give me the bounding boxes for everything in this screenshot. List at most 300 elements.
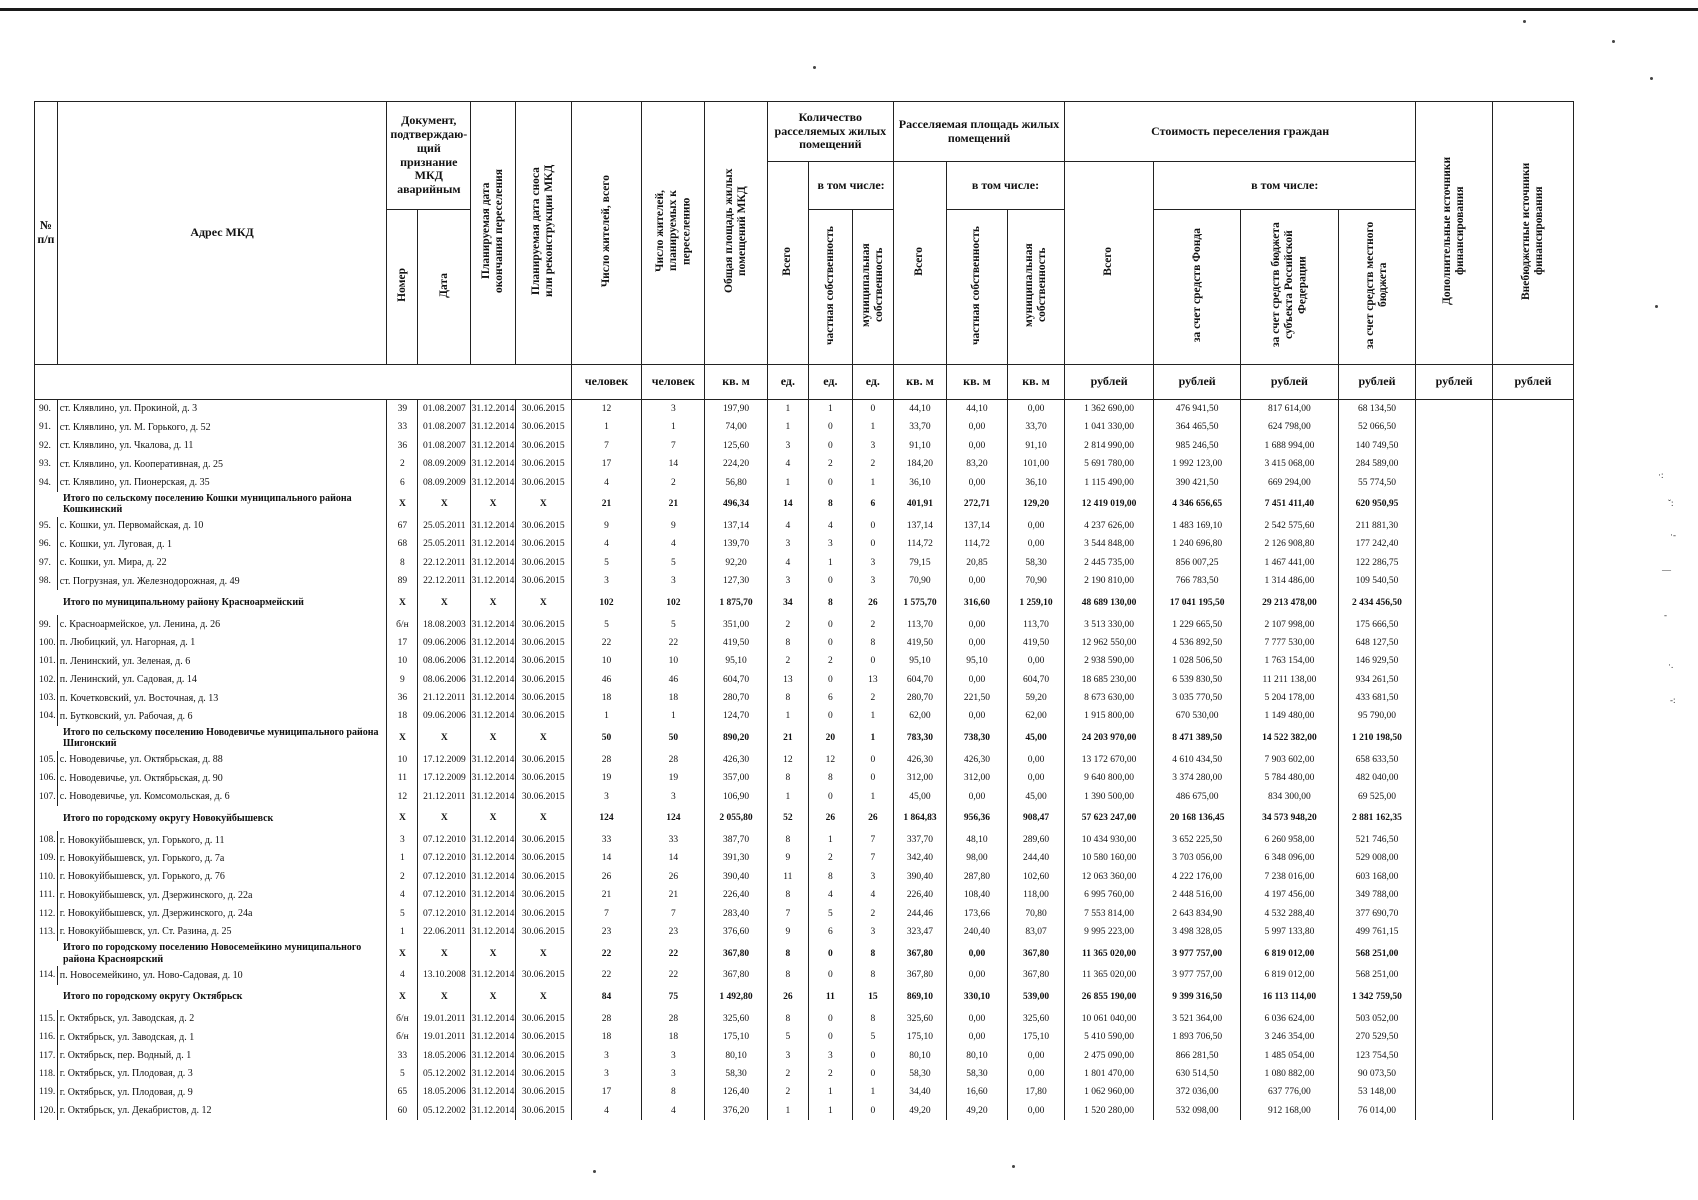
area-total: 419,50 — [894, 634, 947, 652]
cost-total: 26 855 190,00 — [1065, 985, 1154, 1010]
row-address: г. Новокуйбышевск, ул. Горького, д. 76 — [57, 868, 387, 886]
subtotal-row — [35, 985, 1574, 1010]
area-total: 342,40 — [894, 849, 947, 867]
rooms-total: 8 — [767, 941, 808, 966]
rooms-total: 34 — [767, 590, 808, 615]
area-total: 95,10 — [894, 652, 947, 670]
rooms-total: 1 — [767, 418, 808, 436]
rooms-municipal: 3 — [852, 923, 893, 941]
cost-region: 1 467 441,00 — [1241, 554, 1338, 572]
cost-fund: 3 977 757,00 — [1154, 941, 1241, 966]
col-local-budget-header: за счет средств местного бюджета — [1338, 210, 1416, 365]
cost-fund: 866 281,50 — [1154, 1046, 1241, 1064]
residents-planned: 18 — [642, 1028, 705, 1046]
area-private: 0,00 — [946, 418, 1007, 436]
unit-rub: рублей — [1493, 364, 1574, 399]
unit-sqm: кв. м — [894, 364, 947, 399]
residents-planned: 26 — [642, 868, 705, 886]
table-row — [35, 418, 1574, 436]
cost-local: 69 525,00 — [1338, 787, 1416, 805]
area-private: 316,60 — [946, 590, 1007, 615]
planned-end: 31.12.2014 — [471, 1065, 516, 1083]
planned-demolition: 30.06.2015 — [515, 455, 571, 473]
area-total: 280,70 — [894, 689, 947, 707]
offbudget-sources-cell — [1493, 399, 1574, 418]
planned-end: X — [471, 941, 516, 966]
residents-total: 3 — [571, 787, 641, 805]
cost-total: 57 623 247,00 — [1065, 806, 1154, 831]
row-number: 119. — [35, 1083, 58, 1101]
doc-date: 13.10.2008 — [418, 966, 471, 984]
table-row — [35, 437, 1574, 455]
rooms-municipal: 3 — [852, 437, 893, 455]
row-number: 95. — [35, 517, 58, 535]
total-area: 56,80 — [705, 473, 767, 491]
rooms-total: 1 — [767, 787, 808, 805]
doc-number: б/н — [387, 615, 418, 633]
doc-number: 89 — [387, 572, 418, 590]
area-total: 114,72 — [894, 535, 947, 553]
rooms-private: 0 — [809, 437, 853, 455]
extra-sources-cell — [1416, 707, 1493, 725]
residents-total: 7 — [571, 437, 641, 455]
col-address-header: Адрес МКД — [57, 102, 387, 365]
cost-total: 13 172 670,00 — [1065, 751, 1154, 769]
cost-total: 12 063 360,00 — [1065, 868, 1154, 886]
col-offbudget-sources-header: Внебюджетные источники финансирования — [1493, 102, 1574, 365]
area-private: 173,66 — [946, 904, 1007, 922]
doc-date: 08.09.2009 — [418, 473, 471, 491]
offbudget-sources-cell — [1493, 868, 1574, 886]
residents-total: 102 — [571, 590, 641, 615]
residents-planned: 124 — [642, 806, 705, 831]
planned-demolition: 30.06.2015 — [515, 923, 571, 941]
extra-sources-cell — [1416, 517, 1493, 535]
cost-total: 5 691 780,00 — [1065, 455, 1154, 473]
planned-end: 31.12.2014 — [471, 572, 516, 590]
table-row — [35, 634, 1574, 652]
doc-number: 39 — [387, 399, 418, 418]
offbudget-sources-cell — [1493, 689, 1574, 707]
offbudget-sources-cell — [1493, 554, 1574, 572]
row-address: ст. Клявлино, ул. М. Горького, д. 52 — [57, 418, 387, 436]
area-private: 20,85 — [946, 554, 1007, 572]
table-row — [35, 473, 1574, 491]
area-total: 426,30 — [894, 751, 947, 769]
residents-planned: 3 — [642, 399, 705, 418]
area-private: 738,30 — [946, 726, 1007, 751]
total-area: 2 055,80 — [705, 806, 767, 831]
cost-region: 6 348 096,00 — [1241, 849, 1338, 867]
row-number: 115. — [35, 1010, 58, 1028]
extra-sources-cell — [1416, 966, 1493, 984]
doc-number: 18 — [387, 707, 418, 725]
cost-region: 2 126 908,80 — [1241, 535, 1338, 553]
planned-end: X — [471, 806, 516, 831]
row-number: 109. — [35, 849, 58, 867]
offbudget-sources-cell — [1493, 966, 1574, 984]
rooms-municipal: 0 — [852, 1102, 893, 1120]
row-address: п. Любицкий, ул. Нагорная, д. 1 — [57, 634, 387, 652]
residents-planned: 5 — [642, 615, 705, 633]
doc-date: 22.12.2011 — [418, 554, 471, 572]
rooms-private: 0 — [809, 615, 853, 633]
rooms-municipal: 0 — [852, 652, 893, 670]
col-document-group-header: Документ, подтверждаю-щий признание МКД аварийным — [387, 102, 471, 210]
residents-planned: 7 — [642, 904, 705, 922]
area-total: 113,70 — [894, 615, 947, 633]
total-area: 95,10 — [705, 652, 767, 670]
rooms-total: 4 — [767, 455, 808, 473]
table-row — [35, 1028, 1574, 1046]
total-area: 496,34 — [705, 492, 767, 517]
rooms-municipal: 0 — [852, 751, 893, 769]
area-municipal: 0,00 — [1008, 751, 1065, 769]
scan-margin-marks: ·: ˇ: ·- — - ·. -: — [1658, 470, 1676, 705]
cost-fund: 6 539 830,50 — [1154, 670, 1241, 688]
row-number: 104. — [35, 707, 58, 725]
area-private: 0,00 — [946, 670, 1007, 688]
doc-date: 07.12.2010 — [418, 831, 471, 849]
doc-number: 5 — [387, 1065, 418, 1083]
doc-date: X — [418, 726, 471, 751]
offbudget-sources-cell — [1493, 473, 1574, 491]
rooms-total: 8 — [767, 769, 808, 787]
planned-demolition: X — [515, 492, 571, 517]
total-area: 283,40 — [705, 904, 767, 922]
cost-total: 11 365 020,00 — [1065, 966, 1154, 984]
cost-total: 2 190 810,00 — [1065, 572, 1154, 590]
rooms-total: 8 — [767, 831, 808, 849]
table-row — [35, 868, 1574, 886]
offbudget-sources-cell — [1493, 1065, 1574, 1083]
area-total: 33,70 — [894, 418, 947, 436]
doc-date: 22.12.2011 — [418, 572, 471, 590]
planned-end: 31.12.2014 — [471, 418, 516, 436]
table-row — [35, 966, 1574, 984]
cost-region: 14 522 382,00 — [1241, 726, 1338, 751]
planned-end: X — [471, 492, 516, 517]
planned-demolition: 30.06.2015 — [515, 1065, 571, 1083]
area-total: 783,30 — [894, 726, 947, 751]
row-number: 98. — [35, 572, 58, 590]
doc-date: 19.01.2011 — [418, 1010, 471, 1028]
cost-fund: 1 483 169,10 — [1154, 517, 1241, 535]
total-area: 1 492,80 — [705, 985, 767, 1010]
area-private: 95,10 — [946, 652, 1007, 670]
cost-local: 603 168,00 — [1338, 868, 1416, 886]
offbudget-sources-cell — [1493, 590, 1574, 615]
extra-sources-cell — [1416, 726, 1493, 751]
area-private: 956,36 — [946, 806, 1007, 831]
cost-region: 1 314 486,00 — [1241, 572, 1338, 590]
planned-demolition: 30.06.2015 — [515, 751, 571, 769]
area-municipal: 367,80 — [1008, 966, 1065, 984]
row-address: с. Кошки, ул. Луговая, д. 1 — [57, 535, 387, 553]
row-number: 117. — [35, 1046, 58, 1064]
extra-sources-cell — [1416, 806, 1493, 831]
cost-region: 11 211 138,00 — [1241, 670, 1338, 688]
col-cost-incl-header: в том числе: — [1154, 162, 1416, 210]
cost-total: 3 544 848,00 — [1065, 535, 1154, 553]
planned-end: 31.12.2014 — [471, 787, 516, 805]
extra-sources-cell — [1416, 652, 1493, 670]
residents-planned: 8 — [642, 1083, 705, 1101]
doc-number: 10 — [387, 652, 418, 670]
planned-end: X — [471, 985, 516, 1010]
extra-sources-cell — [1416, 985, 1493, 1010]
rooms-private: 0 — [809, 418, 853, 436]
total-area: 125,60 — [705, 437, 767, 455]
planned-end: 31.12.2014 — [471, 652, 516, 670]
rooms-total: 2 — [767, 652, 808, 670]
planned-demolition: X — [515, 590, 571, 615]
area-private: 48,10 — [946, 831, 1007, 849]
planned-end: 31.12.2014 — [471, 1028, 516, 1046]
planned-end: 31.12.2014 — [471, 868, 516, 886]
rooms-total: 2 — [767, 615, 808, 633]
cost-fund: 3 498 328,05 — [1154, 923, 1241, 941]
area-municipal: 367,80 — [1008, 941, 1065, 966]
doc-number: 60 — [387, 1102, 418, 1120]
unit-sqm: кв. м — [1008, 364, 1065, 399]
cost-fund: 4 536 892,50 — [1154, 634, 1241, 652]
col-doc-number-header: Номер — [387, 210, 418, 365]
residents-total: 46 — [571, 670, 641, 688]
doc-date: 22.06.2011 — [418, 923, 471, 941]
area-municipal: 91,10 — [1008, 437, 1065, 455]
residents-planned: 21 — [642, 492, 705, 517]
col-rooms-municipal-header: муниципальная собственность — [852, 210, 893, 365]
doc-number: 4 — [387, 886, 418, 904]
residents-planned: 2 — [642, 473, 705, 491]
table-row — [35, 707, 1574, 725]
area-municipal: 175,10 — [1008, 1028, 1065, 1046]
cost-region: 912 168,00 — [1241, 1102, 1338, 1120]
extra-sources-cell — [1416, 1065, 1493, 1083]
rooms-total: 2 — [767, 1065, 808, 1083]
area-total: 36,10 — [894, 473, 947, 491]
col-doc-date-header: Дата — [418, 210, 471, 365]
extra-sources-cell — [1416, 399, 1493, 418]
area-private: 108,40 — [946, 886, 1007, 904]
row-number: 110. — [35, 868, 58, 886]
doc-date: 08.09.2009 — [418, 455, 471, 473]
rooms-private: 1 — [809, 1083, 853, 1101]
doc-number: 6 — [387, 473, 418, 491]
rooms-total: 9 — [767, 849, 808, 867]
area-total: 323,47 — [894, 923, 947, 941]
cost-local: 177 242,40 — [1338, 535, 1416, 553]
cost-local: 123 754,50 — [1338, 1046, 1416, 1064]
area-total: 869,10 — [894, 985, 947, 1010]
area-municipal: 36,10 — [1008, 473, 1065, 491]
offbudget-sources-cell — [1493, 985, 1574, 1010]
table-row — [35, 1046, 1574, 1064]
cost-local: 482 040,00 — [1338, 769, 1416, 787]
planned-end: 31.12.2014 — [471, 831, 516, 849]
doc-number: 17 — [387, 634, 418, 652]
cost-fund: 3 035 770,50 — [1154, 689, 1241, 707]
doc-date: 07.12.2010 — [418, 868, 471, 886]
total-area: 419,50 — [705, 634, 767, 652]
cost-total: 2 938 590,00 — [1065, 652, 1154, 670]
rooms-municipal: 13 — [852, 670, 893, 688]
doc-number: X — [387, 985, 418, 1010]
unit-rub: рублей — [1416, 364, 1493, 399]
cost-total: 4 237 626,00 — [1065, 517, 1154, 535]
doc-number: 3 — [387, 831, 418, 849]
residents-planned: 50 — [642, 726, 705, 751]
row-number: 99. — [35, 615, 58, 633]
planned-demolition: 30.06.2015 — [515, 966, 571, 984]
residents-total: 9 — [571, 517, 641, 535]
rooms-total: 3 — [767, 572, 808, 590]
cost-total: 3 513 330,00 — [1065, 615, 1154, 633]
area-total: 337,70 — [894, 831, 947, 849]
residents-planned: 46 — [642, 670, 705, 688]
area-municipal: 62,00 — [1008, 707, 1065, 725]
cost-fund: 3 977 757,00 — [1154, 966, 1241, 984]
table-row — [35, 517, 1574, 535]
rooms-total: 1 — [767, 473, 808, 491]
cost-total: 11 365 020,00 — [1065, 941, 1154, 966]
rooms-total: 26 — [767, 985, 808, 1010]
offbudget-sources-cell — [1493, 707, 1574, 725]
residents-total: 3 — [571, 1046, 641, 1064]
row-address: ст. Клявлино, ул. Пионерская, д. 35 — [57, 473, 387, 491]
total-area: 58,30 — [705, 1065, 767, 1083]
area-private: 287,80 — [946, 868, 1007, 886]
area-total: 604,70 — [894, 670, 947, 688]
area-total: 45,00 — [894, 787, 947, 805]
extra-sources-cell — [1416, 868, 1493, 886]
area-total: 91,10 — [894, 437, 947, 455]
rooms-private: 8 — [809, 769, 853, 787]
rooms-municipal: 2 — [852, 615, 893, 633]
area-private: 0,00 — [946, 473, 1007, 491]
rooms-private: 12 — [809, 751, 853, 769]
rooms-total: 4 — [767, 554, 808, 572]
rooms-municipal: 1 — [852, 707, 893, 725]
residents-planned: 28 — [642, 751, 705, 769]
area-municipal: 0,00 — [1008, 1046, 1065, 1064]
cost-total: 18 685 230,00 — [1065, 670, 1154, 688]
residents-total: 21 — [571, 492, 641, 517]
rooms-municipal: 3 — [852, 868, 893, 886]
cost-region: 817 614,00 — [1241, 399, 1338, 418]
rooms-municipal: 5 — [852, 1028, 893, 1046]
planned-end: 31.12.2014 — [471, 707, 516, 725]
residents-total: 18 — [571, 1028, 641, 1046]
rooms-municipal: 0 — [852, 535, 893, 553]
doc-number: 33 — [387, 418, 418, 436]
area-municipal: 83,07 — [1008, 923, 1065, 941]
row-address: г. Новокуйбышевск, ул. Горького, д. 11 — [57, 831, 387, 849]
area-private: 114,72 — [946, 535, 1007, 553]
cost-region: 4 532 288,40 — [1241, 904, 1338, 922]
planned-demolition: 30.06.2015 — [515, 418, 571, 436]
area-private: 0,00 — [946, 941, 1007, 966]
area-municipal: 0,00 — [1008, 652, 1065, 670]
table-row — [35, 904, 1574, 922]
row-address: г. Новокуйбышевск, ул. Дзержинского, д. 24а — [57, 904, 387, 922]
residents-total: 17 — [571, 1083, 641, 1101]
residents-total: 26 — [571, 868, 641, 886]
doc-date: 18.08.2003 — [418, 615, 471, 633]
cost-fund: 3 652 225,50 — [1154, 831, 1241, 849]
total-area: 367,80 — [705, 966, 767, 984]
cost-fund: 8 471 389,50 — [1154, 726, 1241, 751]
row-address: с. Новодевичье, ул. Комсомольская, д. 6 — [57, 787, 387, 805]
cost-total: 12 419 019,00 — [1065, 492, 1154, 517]
extra-sources-cell — [1416, 590, 1493, 615]
area-municipal: 325,60 — [1008, 1010, 1065, 1028]
extra-sources-cell — [1416, 535, 1493, 553]
cost-fund: 390 421,50 — [1154, 473, 1241, 491]
table-row — [35, 751, 1574, 769]
planned-end: 31.12.2014 — [471, 886, 516, 904]
rooms-private: 5 — [809, 904, 853, 922]
rooms-private: 0 — [809, 634, 853, 652]
cost-total: 1 062 960,00 — [1065, 1083, 1154, 1101]
unit-units: ед. — [809, 364, 853, 399]
col-fund-header: за счет средств Фонда — [1154, 210, 1241, 365]
rooms-total: 3 — [767, 1046, 808, 1064]
rooms-municipal: 2 — [852, 904, 893, 922]
area-total: 325,60 — [894, 1010, 947, 1028]
doc-date: 08.06.2006 — [418, 670, 471, 688]
unit-rub: рублей — [1241, 364, 1338, 399]
residents-total: 4 — [571, 535, 641, 553]
total-area: 80,10 — [705, 1046, 767, 1064]
extra-sources-cell — [1416, 473, 1493, 491]
area-municipal: 0,00 — [1008, 535, 1065, 553]
cost-region: 1 485 054,00 — [1241, 1046, 1338, 1064]
table-row — [35, 670, 1574, 688]
residents-planned: 1 — [642, 707, 705, 725]
area-total: 44,10 — [894, 399, 947, 418]
row-address: г. Новокуйбышевск, ул. Ст. Разина, д. 25 — [57, 923, 387, 941]
total-area: 226,40 — [705, 886, 767, 904]
row-address: п. Кочетковский, ул. Восточная, д. 13 — [57, 689, 387, 707]
cost-fund: 2 643 834,90 — [1154, 904, 1241, 922]
rooms-municipal: 1 — [852, 726, 893, 751]
rooms-private: 6 — [809, 689, 853, 707]
planned-demolition: 30.06.2015 — [515, 670, 571, 688]
row-number: 107. — [35, 787, 58, 805]
rooms-municipal: 7 — [852, 831, 893, 849]
area-total: 390,40 — [894, 868, 947, 886]
planned-demolition: 30.06.2015 — [515, 615, 571, 633]
offbudget-sources-cell — [1493, 437, 1574, 455]
row-number: 100. — [35, 634, 58, 652]
cost-fund: 9 399 316,50 — [1154, 985, 1241, 1010]
col-area-total-header: Всего — [894, 162, 947, 365]
rooms-private: 0 — [809, 1010, 853, 1028]
cost-local: 2 434 456,50 — [1338, 590, 1416, 615]
doc-date: 01.08.2007 — [418, 437, 471, 455]
cost-local: 503 052,00 — [1338, 1010, 1416, 1028]
subtotal-row — [35, 726, 1574, 751]
rooms-municipal: 6 — [852, 492, 893, 517]
planned-demolition: 30.06.2015 — [515, 572, 571, 590]
extra-sources-cell — [1416, 1102, 1493, 1120]
planned-end: 31.12.2014 — [471, 670, 516, 688]
area-municipal: 0,00 — [1008, 517, 1065, 535]
cost-region: 624 798,00 — [1241, 418, 1338, 436]
area-private: 0,00 — [946, 707, 1007, 725]
